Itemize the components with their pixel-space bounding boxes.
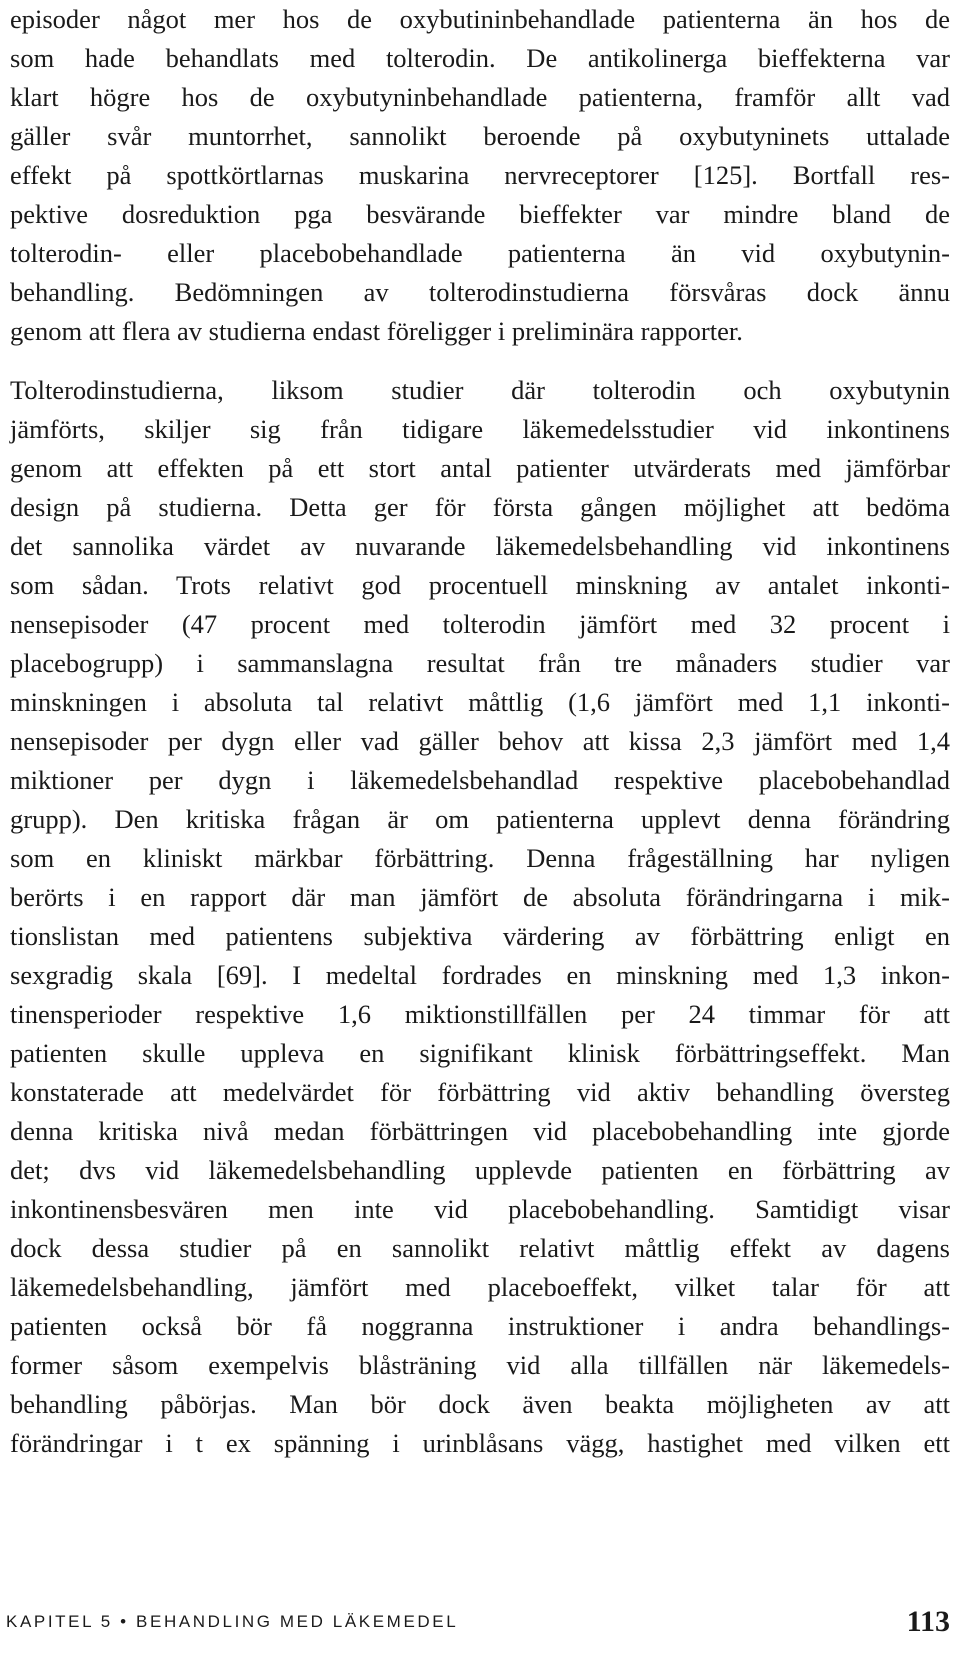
text-line: tinensperioder respektive 1,6 miktionstillfällen per 24 timmar för att bbox=[10, 999, 950, 1029]
page-number: 113 bbox=[906, 1605, 950, 1638]
text-line: tolterodin- eller placebobehandlade patienterna än vid oxybutynin- bbox=[10, 238, 950, 268]
text-line: läkemedelsbehandling, jämfört med placeboeffekt, vilket talar för att bbox=[10, 1272, 950, 1302]
text-line: miktioner per dygn i läkemedelsbehandlad respektive placebobehandlad bbox=[10, 765, 950, 795]
paragraph-2 bbox=[10, 371, 950, 1463]
text-line: behandling påbörjas. Man bör dock även beakta möjligheten av att bbox=[10, 1389, 950, 1419]
text-line: som hade behandlats med tolterodin. De antikolinerga bieffekterna var bbox=[10, 43, 950, 73]
text-line: jämförts, skiljer sig från tidigare läkemedelsstudier vid inkontinens bbox=[10, 414, 950, 444]
text-line: klart högre hos de oxybutyninbehandlade patienterna, framför allt vad bbox=[10, 82, 950, 112]
text-line: episoder något mer hos de oxybutininbehandlade patienterna än hos de bbox=[10, 4, 950, 34]
text-line: patienten också bör få noggranna instruktioner i andra behandlings- bbox=[10, 1311, 950, 1341]
text-line: former såsom exempelvis blåsträning vid alla tillfällen när läkemedels- bbox=[10, 1350, 950, 1380]
text-line: effekt på spottkörtlarnas muskarina nervreceptorer [125]. Bortfall res- bbox=[10, 160, 950, 190]
text-line: patienten skulle uppleva en signifikant klinisk förbättringseffekt. Man bbox=[10, 1038, 950, 1068]
text-line: denna kritiska nivå medan förbättringen vid placebobehandling inte gjorde bbox=[10, 1116, 950, 1146]
text-line: genom att effekten på ett stort antal patienter utvärderats med jämförbar bbox=[10, 453, 950, 483]
text-line: dock dessa studier på en sannolikt relativt måttlig effekt av dagens bbox=[10, 1233, 950, 1263]
page-footer bbox=[6, 1604, 950, 1638]
text-line: som en kliniskt märkbar förbättring. Denna frågeställning har nyligen bbox=[10, 843, 950, 873]
text-line: inkontinensbesvären men inte vid placebobehandling. Samtidigt visar bbox=[10, 1194, 950, 1224]
text-line: Tolterodinstudierna, liksom studier där tolterodin och oxybutynin bbox=[10, 375, 950, 405]
text-line: design på studierna. Detta ger för första gången möjlighet att bedöma bbox=[10, 492, 950, 522]
text-line: sexgradig skala [69]. I medeltal fordrades en minskning med 1,3 inkon- bbox=[10, 960, 950, 990]
text-line: genom att flera av studierna endast föreligger i preliminära rapporter. bbox=[10, 316, 743, 346]
text-line: behandling. Bedömningen av tolterodinstudierna försvåras dock ännu bbox=[10, 277, 950, 307]
text-line: berörts i en rapport där man jämfört de absoluta förändringarna i mik- bbox=[10, 882, 950, 912]
text-line: grupp). Den kritiska frågan är om patienterna upplevt denna förändring bbox=[10, 804, 950, 834]
paragraph-1 bbox=[10, 0, 950, 351]
text-line: som sådan. Trots relativt god procentuell minskning av antalet inkonti- bbox=[10, 570, 950, 600]
text-line: det sannolika värdet av nuvarande läkemedelsbehandling vid inkontinens bbox=[10, 531, 950, 561]
text-line: gäller svår muntorrhet, sannolikt beroende på oxybutyninets uttalade bbox=[10, 121, 950, 151]
text-line: nensepisoder (47 procent med tolterodin jämfört med 32 procent i bbox=[10, 609, 950, 639]
text-line: förändringar i t ex spänning i urinblåsans vägg, hastighet med vilken ett bbox=[10, 1428, 950, 1458]
text-line: konstaterade att medelvärdet för förbättring vid aktiv behandling översteg bbox=[10, 1077, 950, 1107]
chapter-label: KAPITEL 5 • BEHANDLING MED LÄKEMEDEL bbox=[6, 1612, 459, 1631]
text-line: placebogrupp) i sammanslagna resultat från tre månaders studier var bbox=[10, 648, 950, 678]
text-line: pektive dosreduktion pga besvärande bieffekter var mindre bland de bbox=[10, 199, 950, 229]
text-line: minskningen i absoluta tal relativt måttlig (1,6 jämfört med 1,1 inkonti- bbox=[10, 687, 950, 717]
text-line: det; dvs vid läkemedelsbehandling upplevde patienten en förbättring av bbox=[10, 1155, 950, 1185]
text-line: nensepisoder per dygn eller vad gäller behov att kissa 2,3 jämfört med 1,4 bbox=[10, 726, 950, 756]
text-line: tionslistan med patientens subjektiva värdering av förbättring enligt en bbox=[10, 921, 950, 951]
